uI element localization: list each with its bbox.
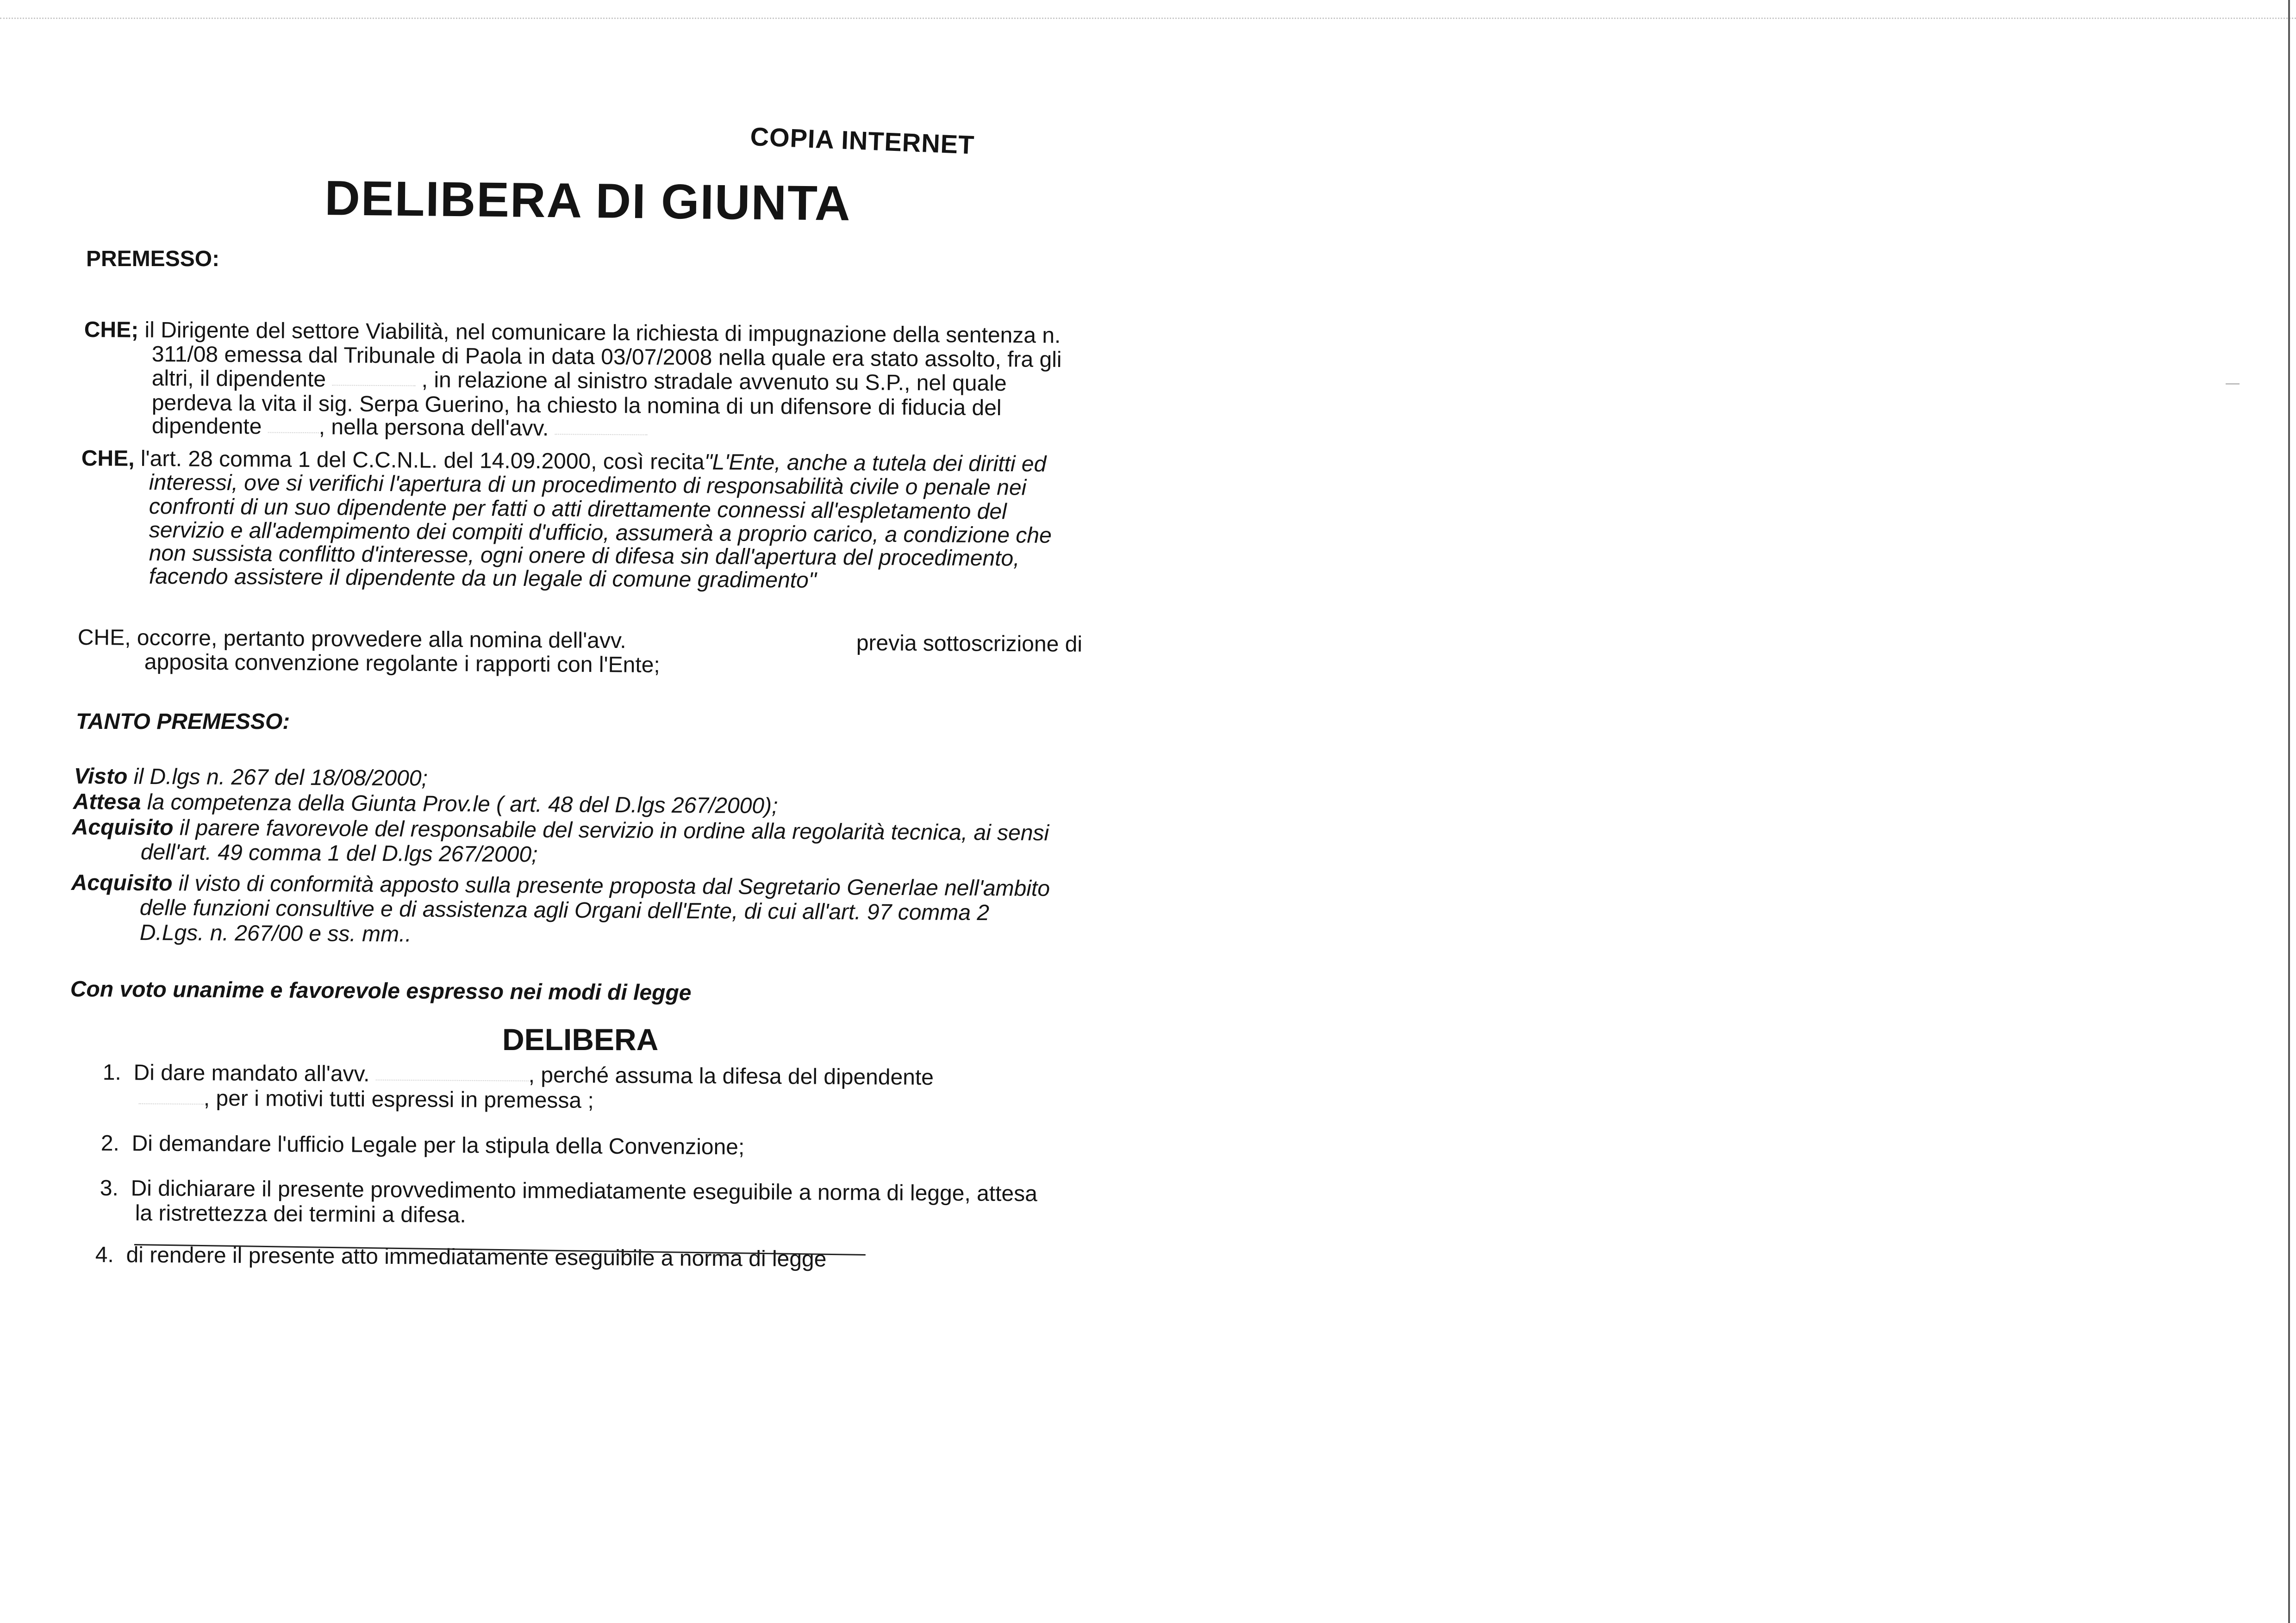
che1-dipendente: altri, il dipendente bbox=[151, 366, 326, 392]
acquisito2-cont1: delle funzioni consultive e di assistenza agli Organi dell'Ente, di cui all'art. 97 comma 2 bbox=[139, 895, 990, 926]
item-1-text: Di dare mandato all'avv. bbox=[133, 1060, 370, 1087]
item-4-num: 4. bbox=[95, 1243, 114, 1268]
scan-mark bbox=[2226, 383, 2240, 385]
redacted-name bbox=[376, 1070, 529, 1082]
copia-internet-stamp: COPIA INTERNET bbox=[749, 121, 975, 160]
che2-line4: servizio e all'adempimento dei compiti d'ufficio, assumerà a proprio carico, a condizione che bbox=[149, 518, 1052, 548]
che2-line3: confronti di un suo dipendente per fatti o atti direttamente connessi all'espletamento del bbox=[149, 494, 1007, 524]
attesa-text: la competenza della Giunta Prov.le ( art. 48 del D.lgs 267/2000); bbox=[147, 790, 778, 819]
che1-text: il Dirigente del settore Viabilità, nel comunicare la richiesta di impugnazione della sentenza n. bbox=[144, 317, 1061, 348]
visto-line bbox=[74, 764, 428, 791]
scan-edge-right bbox=[2288, 0, 2290, 1623]
che2-label: CHE, bbox=[81, 446, 135, 471]
item-1-num: 1. bbox=[102, 1060, 122, 1085]
item-3-num: 3. bbox=[100, 1176, 119, 1201]
item-2-text: Di demandare l'ufficio Legale per la stipula della Convenzione; bbox=[131, 1131, 745, 1160]
attesa-line bbox=[73, 789, 778, 819]
acquisito1-label: Acquisito bbox=[72, 815, 174, 840]
che1-dipendente-2: dipendente bbox=[151, 414, 262, 439]
che3-line1-end: previa sottoscrizione di bbox=[856, 631, 1083, 657]
item-1-line2 bbox=[139, 1085, 594, 1113]
redacted-name bbox=[332, 376, 415, 386]
item-3-text: Di dichiarare il presente provvedimento immediatamente eseguibile a norma di legge, attesa bbox=[131, 1176, 1038, 1206]
che1-line2: 311/08 emessa dal Tribunale di Paola in data 03/07/2008 nella quale era stato assolto, fra gli bbox=[151, 342, 1062, 373]
item-1-text-b: , perché assuma la difesa del dipendente bbox=[528, 1063, 934, 1090]
item-1-line2-text: , per i motivi tutti espressi in premessa ; bbox=[203, 1086, 594, 1113]
che1-line5 bbox=[152, 413, 648, 442]
redacted-name bbox=[139, 1094, 204, 1105]
item-2-num: 2. bbox=[100, 1131, 120, 1156]
redacted-name bbox=[268, 423, 319, 434]
che1-avv: , nella persona dell'avv. bbox=[318, 415, 549, 441]
acquisito2-label: Acquisito bbox=[71, 871, 173, 896]
che2-line2: interessi, ove si verifichi l'apertura di un procedimento di responsabilità civile o penale nei bbox=[149, 470, 1027, 500]
tanto-premesso-heading: TANTO PREMESSO: bbox=[76, 709, 290, 734]
acquisito1-cont: dell'art. 49 comma 1 del D.lgs 267/2000; bbox=[140, 840, 538, 867]
acquisito1-text: il parere favorevole del responsabile del servizio in ordine alla regolarità tecnica, ai sensi bbox=[179, 815, 1049, 846]
che1-relazione: , in relazione al sinistro stradale avvenuto su S.P., nel quale bbox=[421, 367, 1007, 396]
visto-text: il D.lgs n. 267 del 18/08/2000; bbox=[133, 764, 428, 791]
visto-label: Visto bbox=[74, 764, 128, 789]
che3-text: occorre, pertanto provvedere alla nomina dell'avv. bbox=[137, 625, 626, 653]
attesa-label: Attesa bbox=[73, 790, 141, 815]
che1-label: CHE; bbox=[84, 317, 139, 342]
acquisito2-text: il visto di conformità apposto sulla presente proposta dal Segretario Generlae nell'ambito bbox=[178, 871, 1050, 901]
redacted-name bbox=[555, 425, 648, 435]
item-4-text: di rendere il presente atto immediatamente eseguibile a norma di legge bbox=[126, 1243, 827, 1272]
voto-line: Con voto unanime e favorevole espresso nei modi di legge bbox=[70, 977, 692, 1006]
item-2-line bbox=[101, 1131, 745, 1160]
che1-line4: perdeva la vita il sig. Serpa Guerino, ha chiesto la nomina di un difensore di fiducia del bbox=[151, 391, 1002, 421]
delibera-heading: DELIBERA bbox=[502, 1022, 659, 1057]
acquisito2-cont2: D.Lgs. n. 267/00 e ss. mm.. bbox=[139, 920, 412, 947]
che3-label: CHE, bbox=[77, 625, 131, 650]
che2-quote: "L'Ente, anche a tutela dei diritti ed bbox=[704, 450, 1047, 477]
che2-line5: non sussista conflitto d'interesse, ogni onere di difesa sin dall'apertura del procedimento, bbox=[149, 541, 1020, 571]
premesso-heading: PREMESSO: bbox=[86, 247, 220, 271]
che3-line2: apposita convenzione regolante i rapporti con l'Ente; bbox=[144, 650, 660, 678]
document-title: DELIBERA DI GIUNTA bbox=[324, 170, 852, 231]
item-3-line2: la ristrettezza dei termini a difesa. bbox=[135, 1201, 466, 1228]
che2-line6: facendo assistere il dipendente da un legale di comune gradimento" bbox=[149, 564, 817, 593]
che2-intro: l'art. 28 comma 1 del C.C.N.L. del 14.09.2000, così recita bbox=[140, 446, 705, 475]
item-4-line bbox=[95, 1242, 827, 1272]
